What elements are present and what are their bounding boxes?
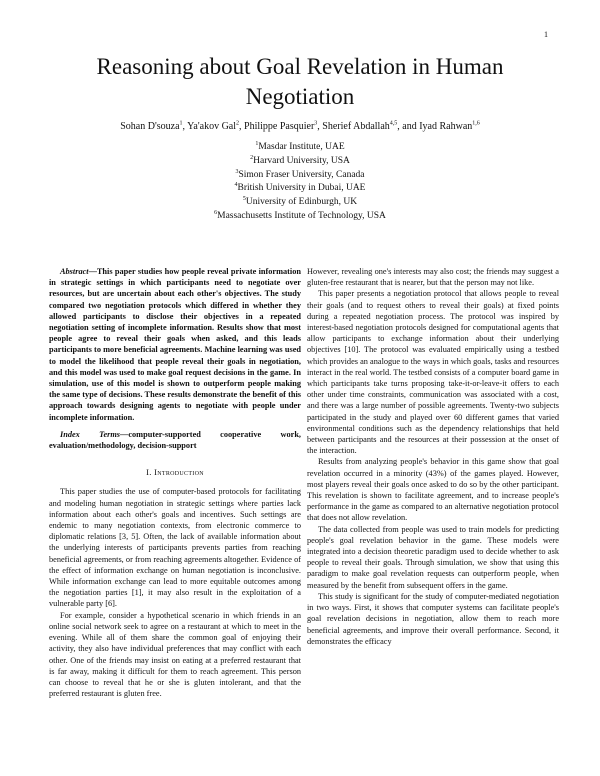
affiliation: $^3$Simon Fraser University, Canada bbox=[235, 168, 365, 180]
author: Sohan D'souza$^1$, bbox=[120, 120, 188, 132]
left-column bbox=[49, 266, 301, 699]
author: Philippe Pasquier$^3$, bbox=[244, 120, 323, 132]
author-list bbox=[40, 121, 560, 132]
affiliation: $^5$University of Edinburgh, UK bbox=[242, 196, 358, 208]
paragraph: This study is significant for the study of computer-mediated negotiation in two ways. First, it shows that computer systems can facilitate people's goal revelation decisions in negotiation, allow them to reach more beneficial agreements, and improve their overall performance. Second, it demonstrates the efficacy bbox=[307, 591, 559, 646]
affiliation-list bbox=[40, 141, 560, 224]
paragraph: The data collected from people was used to train models for predicting people's goal revelation behavior in the game. These models were integrated into a decision theoretic paradigm used to decide whether to ask people to reveal their goals. Through simulation, we show that using this paradigm to make goal revelation requests can outperform people, when measured by the benefit from subsequent offers in the game. bbox=[307, 524, 559, 590]
affiliation: $^4$British University in Dubai, UAE bbox=[234, 182, 366, 194]
paragraph: This paper presents a negotiation protocol that allows people to reveal their goals (and to request others to reveal their goals) at fixed points during a repeated negotiation process. The protocol was inspired by interest-based negotiation protocols designed for computational agents that allow participants to exchange information about their underlying objectives [10]. The protocol was evaluated empirically using a testbed which provides an analogue to the ways in which goals, tasks and resources interact in the real world. The testbed consists of a computer board game in which participants take turns proposing take-it-or-leave-it offers to each other under time constraints, communication was associated with a cost, and there was a large number of possible agreements. Twenty-two subjects participated in the study and played over 60 different games that varied environmental conditions such as the dependency relationships that held between participants and the resources at their possession at the onset of the interaction. bbox=[307, 289, 559, 456]
section-heading: I. Introduction bbox=[146, 467, 204, 478]
paragraph: Results from analyzing people's behavior in this game show that goal revelation occurred in a minority (43%) of the games played. However, most players reveal their goals once asked to do so by the other participant. This revelation is shown to facilitate agreement, and to increase people's performance in the game as compared to an alternative negotiation protocol that does not allow revelation. bbox=[307, 457, 559, 523]
page-number: 1 bbox=[544, 30, 548, 39]
abstract: Abstract—This paper studies how people reveal private information in strategic settings in which participants need to negotiate over resources, but are uncertain about each other's objectives. The study compared two negotiation protocols which differed in whether they allowed participants to disclose their objectives in a repeated negotiation setting of incomplete information. Results show that most people agree to reveal their goals when asked, and this leads participants to more beneficial agreements. Machine learning was used to model the likelihood that people reveal their goals in negotiation, and this model was used to make goal request decisions in the game. In simulation, use of this model is shown to outperform people making the same type of decisions. These results demonstrate the benefit of this approach towards designing agents to negotiate with people under incomplete information. bbox=[49, 267, 301, 422]
paragraph: This paper studies the use of computer-based protocols for facilitating and modeling human negotiation in strategic settings where parties lack information about each other's goals and incentives. Such settings are endemic to many negotiation contexts, from electronic commerce to diplomatic relations [3, 5]. Often, the lack of available information about the underlying interests of participants prevents parties from reaching beneficial agreements, or from reaching agreements altogether. Evidence of the effect of information exchange on human negotiation is inconclusive. While information exchange can lead to more equitable outcomes among the negotiation parties [1], it may also result in the exploitation of a vulnerable party [6]. bbox=[49, 487, 301, 609]
affiliation: $^1$Masdar Institute, UAE bbox=[255, 140, 345, 152]
author: and Iyad Rahwan$^{1,6}$ bbox=[402, 120, 480, 132]
author: Ya'akov Gal$^2$, bbox=[187, 120, 245, 132]
paper-title: Reasoning about Goal Revelation in Human Negotiation bbox=[96, 54, 504, 109]
paragraph: For example, consider a hypothetical scenario in which friends in an online social network seek to agree on a restaurant at which to meet in the evening. While all of them share the common goal of enjoying their activity, they also have individual preferences that may conflict with each other. One of the friends may insist on eating at a preferred restaurant that is far away, making it difficult for them to reach agreement. This person can choose to reveal that he or she is gluten intolerant, and that the preferred restaurant is gluten free. bbox=[49, 610, 301, 699]
affiliation: $^6$Massachusetts Institute of Technology, USA bbox=[214, 209, 386, 221]
right-column bbox=[307, 266, 559, 647]
index-terms: Index Terms—computer-supported cooperative work, evaluation/methodology, decision-support bbox=[49, 429, 302, 451]
author: Sherief Abdallah$^{4,5}$, bbox=[322, 120, 403, 132]
paragraph: However, revealing one's interests may also cost; the friends may suggest a gluten-free restaurant that is nearer, but that the person may not like. bbox=[307, 267, 559, 288]
affiliation: $^2$Harvard University, USA bbox=[250, 154, 350, 166]
